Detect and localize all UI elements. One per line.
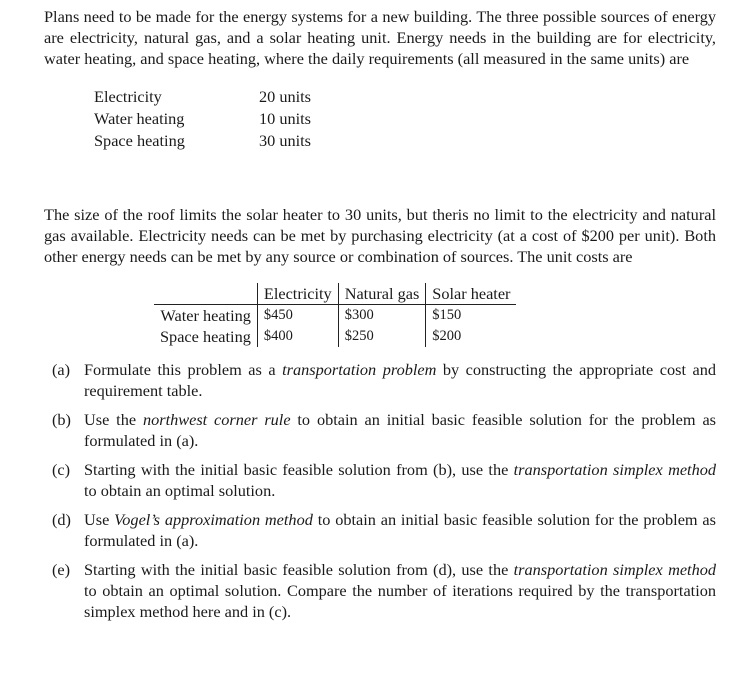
cost-row-label: Water heating bbox=[160, 306, 251, 325]
cost-cell: $200 bbox=[426, 326, 517, 347]
question-part-b bbox=[52, 409, 716, 451]
part-text: Starting with the initial basic feasible solution from (d), use the bbox=[84, 560, 514, 579]
part-text: Use the bbox=[84, 410, 143, 429]
question-part-e bbox=[52, 559, 716, 622]
part-marker: (c) bbox=[52, 460, 71, 479]
cost-cell: $150 bbox=[426, 305, 517, 327]
requirement-row bbox=[94, 130, 311, 152]
cost-table-wrapper bbox=[154, 283, 716, 347]
cost-row bbox=[154, 305, 516, 327]
requirement-value: 10 units bbox=[259, 109, 312, 128]
question-parts-list bbox=[52, 359, 716, 622]
cost-table bbox=[154, 283, 516, 347]
requirement-row bbox=[94, 108, 311, 130]
requirement-label: Space heating bbox=[94, 131, 185, 150]
part-emphasis: northwest corner rule bbox=[142, 410, 291, 429]
part-marker: (e) bbox=[52, 560, 71, 579]
requirement-label: Water heating bbox=[94, 109, 185, 128]
requirements-table bbox=[94, 86, 311, 152]
question-part-a bbox=[52, 359, 716, 401]
cost-table-corner bbox=[154, 283, 257, 305]
column-header-natural-gas: Natural gas bbox=[338, 283, 426, 305]
constraints-paragraph: The size of the roof limits the solar heater to 30 units, but theris no limit to the electricity and natural gas available. Electricity needs can be met by purchasing electricity (at a cost of $200 per unit). Both other energy needs can be met by any source or combination of sources. The unit costs are bbox=[44, 205, 716, 266]
cost-cell: $450 bbox=[257, 305, 338, 327]
requirement-value: 20 units bbox=[259, 87, 312, 106]
part-text: Formulate this problem as a bbox=[84, 360, 283, 379]
part-emphasis: transportation simplex method bbox=[513, 560, 716, 579]
cost-row-label: Space heating bbox=[160, 327, 251, 346]
cost-cell: $250 bbox=[338, 326, 426, 347]
requirement-value: 30 units bbox=[259, 131, 312, 150]
part-text: to obtain an initial basic feasible solution for the problem as formulated in (a). bbox=[84, 510, 716, 550]
part-marker: (d) bbox=[52, 510, 71, 529]
question-part-c bbox=[52, 459, 716, 501]
part-marker: (b) bbox=[52, 410, 71, 429]
part-text: to obtain an optimal solution. Compare the number of iterations required by the transportation simplex method here and in (c). bbox=[84, 581, 716, 621]
part-emphasis: transportation problem bbox=[282, 360, 437, 379]
requirement-label: Electricity bbox=[94, 87, 162, 106]
cost-table-header bbox=[154, 283, 516, 305]
cost-cell: $400 bbox=[257, 326, 338, 347]
part-marker: (a) bbox=[52, 360, 71, 379]
column-header-solar-heater: Solar heater bbox=[426, 283, 517, 305]
cost-cell: $300 bbox=[338, 305, 426, 327]
part-text: Starting with the initial basic feasible solution from (b), use the bbox=[84, 460, 514, 479]
part-emphasis: transportation simplex method bbox=[513, 460, 716, 479]
part-text: Use bbox=[84, 510, 115, 529]
problem-page bbox=[44, 6, 716, 630]
intro-paragraph: Plans need to be made for the energy systems for a new building. The three possible sources of energy are electricity, natural gas, and a solar heating unit. Energy needs in the building are for electricity, water heating, and space heating, where the daily requirements (all measured in the same units) are bbox=[44, 7, 716, 68]
cost-row bbox=[154, 326, 516, 347]
requirement-row bbox=[94, 86, 311, 108]
question-part-d bbox=[52, 509, 716, 551]
column-header-electricity: Electricity bbox=[257, 283, 338, 305]
part-text: by constructing the appropriate cost and requirement table. bbox=[84, 360, 716, 400]
part-text: to obtain an optimal solution. bbox=[84, 481, 276, 500]
part-text: to obtain an initial basic feasible solution for the problem as formulated in (a). bbox=[84, 410, 717, 450]
part-emphasis: Vogel’s approximation method bbox=[114, 510, 313, 529]
